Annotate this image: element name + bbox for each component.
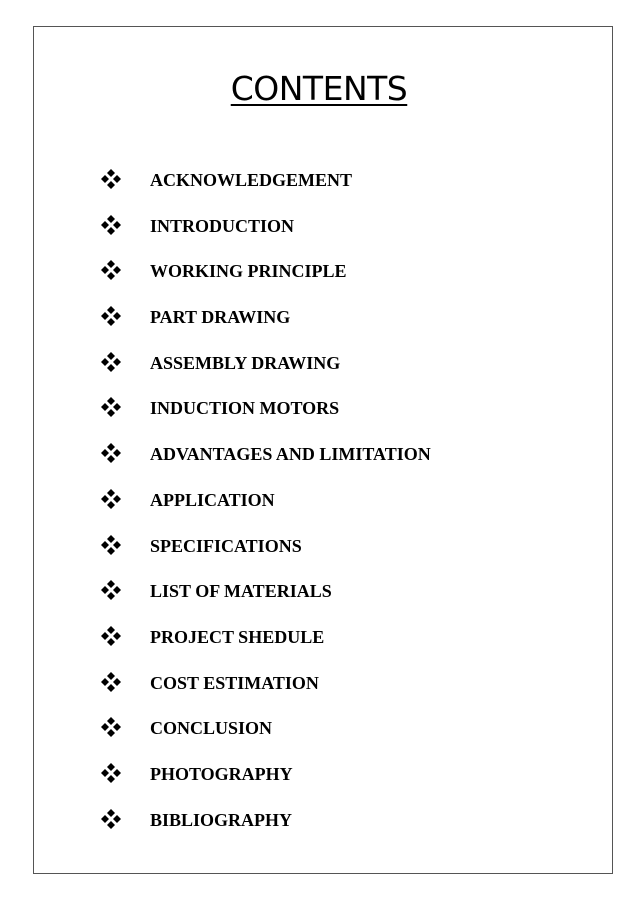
diamond-bullet-icon [100, 808, 122, 830]
list-item-label: COST ESTIMATION [150, 672, 319, 693]
list-item-label: INTRODUCTION [150, 215, 295, 236]
list-item [0, 214, 560, 260]
list-item [0, 488, 560, 534]
list-item [0, 671, 560, 717]
list-item-label: APPLICATION [150, 489, 275, 510]
diamond-bullet-icon [100, 259, 122, 281]
diamond-bullet-icon [100, 716, 122, 738]
list-item [0, 259, 560, 305]
diamond-bullet-icon [100, 168, 122, 190]
diamond-bullet-icon [100, 396, 122, 418]
contents-list [0, 168, 560, 853]
list-item-label: PROJECT SHEDULE [150, 626, 325, 647]
page-title: CONTENTS [230, 69, 408, 108]
list-item-label: INDUCTION MOTORS [150, 398, 340, 419]
list-item-label: PHOTOGRAPHY [150, 763, 293, 784]
list-item [0, 305, 560, 351]
diamond-bullet-icon [100, 671, 122, 693]
list-item [0, 351, 560, 397]
list-item-label: WORKING PRINCIPLE [150, 261, 347, 282]
list-item [0, 442, 560, 488]
diamond-bullet-icon [100, 351, 122, 373]
list-item-label: CONCLUSION [150, 718, 273, 739]
list-item [0, 396, 560, 442]
list-item-label: PART DRAWING [150, 307, 291, 328]
diamond-bullet-icon [100, 442, 122, 464]
diamond-bullet-icon [100, 625, 122, 647]
list-item [0, 168, 560, 214]
list-item [0, 625, 560, 671]
list-item-label: LIST OF MATERIALS [150, 581, 332, 602]
diamond-bullet-icon [100, 579, 122, 601]
diamond-bullet-icon [100, 534, 122, 556]
list-item [0, 716, 560, 762]
list-item [0, 762, 560, 808]
diamond-bullet-icon [100, 762, 122, 784]
list-item-label: SPECIFICATIONS [150, 535, 302, 556]
list-item [0, 579, 560, 625]
list-item-label: ACKNOWLEDGEMENT [150, 170, 353, 190]
list-item-label: BIBLIOGRAPHY [150, 809, 293, 830]
list-item-label: ASSEMBLY DRAWING [150, 352, 341, 373]
diamond-bullet-icon [100, 214, 122, 236]
list-item [0, 534, 560, 580]
list-item [0, 808, 560, 854]
diamond-bullet-icon [100, 488, 122, 510]
list-item-label: ADVANTAGES AND LIMITATION [150, 444, 431, 465]
diamond-bullet-icon [100, 305, 122, 327]
